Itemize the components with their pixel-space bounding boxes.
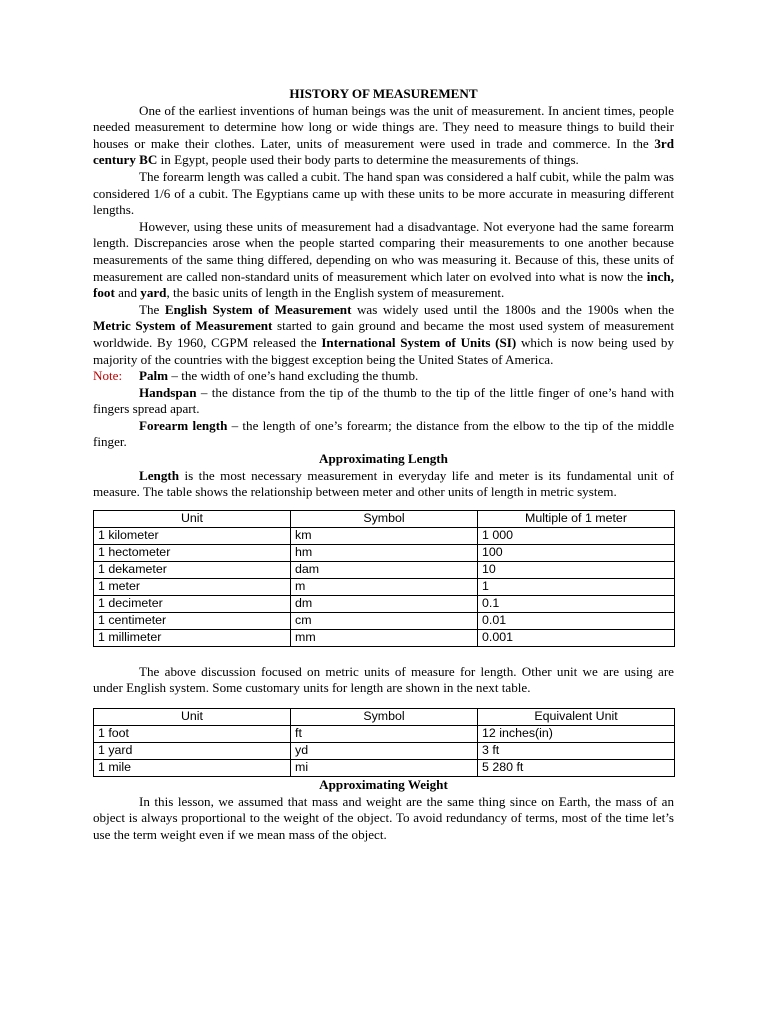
bold-term: yard (140, 285, 167, 301)
table-cell: 0.001 (478, 629, 675, 646)
table-row (94, 760, 675, 777)
paragraph-weight: In this lesson, we assumed that mass and weight are the same thing since on Earth, the mass of an object is always proportional to the weight of the object. To avoid redundancy of terms, most of the time let’s use the term weight even if we mean mass of the object. (93, 793, 674, 842)
text-run: started to gain ground and became the most used system of measurement worldwide. By 1960, CGPM released the (93, 318, 674, 350)
text-run: – the length of one’s forearm; the distance from the elbow to the tip of the middle finger. (93, 417, 674, 450)
bold-term: Length (139, 467, 180, 483)
spacer (93, 697, 674, 708)
table-cell: 1 millimeter (94, 629, 291, 646)
table-row (94, 612, 675, 629)
table-header: Equivalent Unit (478, 709, 675, 726)
text-run: , the basic units of length in the English system of measurement. (166, 285, 505, 301)
table-row (94, 527, 675, 544)
text-run: However, using these units of measurement had a disadvantage. Not everyone had the same forearm length. Discrepancies arose when the people started comparing their measurements to one another because measurements of the same thing differed, depending on who was measuring it. Because of this, these units of measurement are called non-standard units of measurement which later on evolved into what is now the (93, 218, 674, 284)
table-cell: ft (291, 726, 478, 743)
table-cell: 1 foot (94, 726, 291, 743)
table-cell: mi (291, 760, 478, 777)
table-cell: dm (291, 595, 478, 612)
text-run: is the most necessary measurement in everyday life and meter is its fundamental unit of measure. The table shows the relationship between meter and other units of length in metric system. (93, 467, 674, 500)
bold-term: Metric System of Measurement (93, 318, 273, 334)
english-units-table (93, 708, 675, 777)
table-row (94, 544, 675, 561)
paragraph-intro (93, 103, 674, 169)
text-run: – the distance from the tip of the thumb to the tip of the little finger of one’s hand with fingers spread apart. (93, 384, 674, 417)
table-cell: 3 ft (478, 743, 675, 760)
table-header-row (94, 709, 675, 726)
note-label: Note: (93, 368, 123, 384)
table-cell: 1 mile (94, 760, 291, 777)
table-cell: 12 inches(in) (478, 726, 675, 743)
paragraph-length (93, 468, 674, 501)
table-cell: 0.1 (478, 595, 675, 612)
table-header: Unit (94, 709, 291, 726)
table-cell: 100 (478, 544, 675, 561)
note-handspan (93, 385, 674, 418)
note-palm (93, 368, 674, 385)
text-run: which is now being used by majority of the countries with the biggest exception being the United States of America. (93, 334, 675, 367)
table-header: Symbol (291, 709, 478, 726)
table-row (94, 726, 675, 743)
table-cell: 1 dekameter (94, 561, 291, 578)
table-header: Symbol (291, 510, 478, 527)
heading-approximating-weight: Approximating Weight (319, 777, 448, 793)
table-cell: 1 kilometer (94, 527, 291, 544)
table-cell: 1 yard (94, 743, 291, 760)
text-run: – the width of one’s hand excluding the thumb. (168, 368, 419, 384)
table-cell: km (291, 527, 478, 544)
table-header-row (94, 510, 675, 527)
metric-units-table (93, 510, 675, 647)
bold-term: inch, foot (93, 268, 674, 301)
table-cell: yd (291, 743, 478, 760)
table-cell: 0.01 (478, 612, 675, 629)
spacer (93, 647, 674, 664)
table-cell: 1 (478, 578, 675, 595)
table-cell: 1 000 (478, 527, 675, 544)
table-header: Multiple of 1 meter (478, 510, 675, 527)
bold-term: Handspan (139, 384, 197, 400)
bold-term: Palm (139, 368, 169, 384)
table-cell: 1 meter (94, 578, 291, 595)
table-row (94, 743, 675, 760)
table-cell: dam (291, 561, 478, 578)
table-cell: 1 centimeter (94, 612, 291, 629)
text-run: in Egypt, people used their body parts to determine the measurements of things. (157, 152, 579, 168)
paragraph-english-intro: The above discussion focused on metric units of measure for length. Other unit we are using are under English system. Some customary units for length are shown in the next table. (93, 663, 674, 696)
table-cell: mm (291, 629, 478, 646)
spacer (93, 501, 674, 510)
bold-term: Forearm length (139, 417, 228, 433)
bold-term: International System of Units (SI) (321, 334, 517, 350)
table-cell: m (291, 578, 478, 595)
document-title: HISTORY OF MEASUREMENT (289, 86, 478, 101)
text-run: was widely used until the 1800s and the 1900s when the (351, 301, 675, 317)
table-cell: hm (291, 544, 478, 561)
table-cell: cm (291, 612, 478, 629)
table-cell: 1 hectometer (94, 544, 291, 561)
table-cell: 5 280 ft (478, 760, 675, 777)
heading-approximating-length: Approximating Length (319, 451, 448, 467)
bold-term: English System of Measurement (164, 301, 352, 317)
table-row (94, 595, 675, 612)
paragraph-systems (93, 302, 674, 368)
table-row (94, 561, 675, 578)
table-cell: 10 (478, 561, 675, 578)
text-run: The (139, 301, 165, 317)
bold-term: 3rd century BC (93, 135, 674, 168)
text-run: and (114, 285, 141, 301)
table-row (94, 578, 675, 595)
paragraph-disadvantage (93, 219, 674, 302)
table-header: Unit (94, 510, 291, 527)
table-cell: 1 decimeter (94, 595, 291, 612)
note-forearm (93, 418, 674, 451)
document-page (93, 86, 674, 843)
text-run: One of the earliest inventions of human beings was the unit of measurement. In ancient times, people needed measurement to determine how long or wide things are. They need to measure things to build their houses or make their clothes. Later, units of measurement were used in trade and commerce. In the (93, 102, 674, 151)
paragraph-cubit: The forearm length was called a cubit. The hand span was considered a half cubit, while the palm was considered 1/6 of a cubit. The Egyptians came up with these units to be more accurate in measuring different lengths. (93, 168, 674, 218)
table-row (94, 629, 675, 646)
